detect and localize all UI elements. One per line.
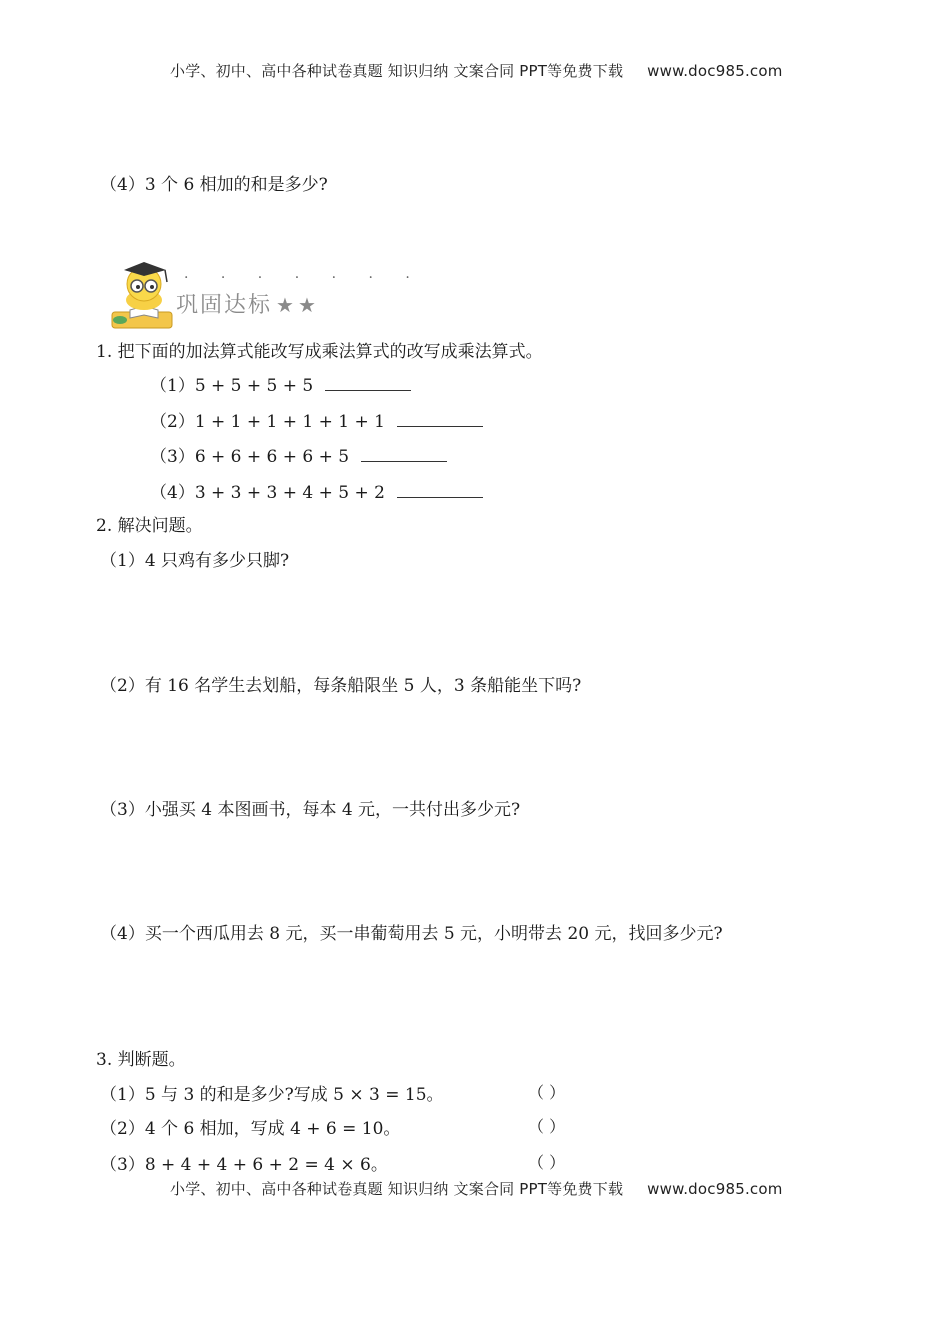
cartoon-student-mascot-icon [110, 260, 176, 332]
q1-item-3: （3）6 + 6 + 6 + 6 + 5 [150, 442, 447, 467]
q2-item-4: （4）买一个西瓜用去 8 元，买一串葡萄用去 5 元，小明带去 20 元，找回多少元? [100, 924, 723, 944]
q3-item-2: （2）4 个 6 相加，写成 4 + 6 = 10。 [100, 1119, 401, 1139]
judgement-answer-paren[interactable]: （ ） [528, 1117, 566, 1136]
footer-site-link[interactable]: www.doc985.com [647, 1180, 783, 1198]
answer-blank[interactable] [397, 412, 483, 427]
q1-title: 1. 把下面的加法算式能改写成乘法算式的改写成乘法算式。 [96, 342, 543, 362]
answer-blank[interactable] [361, 447, 447, 462]
q2-title: 2. 解决问题。 [96, 516, 203, 536]
q1-item-2: （2）1 + 1 + 1 + 1 + 1 + 1 [150, 407, 483, 432]
q3-item-1: （1）5 与 3 的和是多少?写成 5 × 3 = 15。 [100, 1085, 444, 1105]
header-site-link[interactable]: www.doc985.com [647, 62, 783, 80]
q2-item-2: （2）有 16 名学生去划船，每条船限坐 5 人，3 条船能坐下吗? [100, 676, 582, 696]
page-header [170, 60, 783, 81]
star-rating-icon: ★★ [276, 293, 320, 317]
section-dots: · · · · · · · [184, 270, 424, 286]
judgement-answer-paren[interactable]: （ ） [528, 1083, 566, 1102]
q2-item-1: （1）4 只鸡有多少只脚? [100, 551, 290, 571]
q2-item-3: （3）小强买 4 本图画书，每本 4 元，一共付出多少元? [100, 800, 521, 820]
section-title: 巩固达标 [176, 293, 273, 318]
q1-item-1: （1）5 + 5 + 5 + 5 [150, 371, 411, 396]
q1-item-4: （4）3 + 3 + 3 + 4 + 5 + 2 [150, 478, 483, 503]
footer-text: 小学、初中、高中各种试卷真题 知识归纳 文案合同 PPT等免费下载 [170, 1180, 624, 1198]
header-text: 小学、初中、高中各种试卷真题 知识归纳 文案合同 PPT等免费下载 [170, 62, 624, 80]
answer-blank[interactable] [397, 483, 483, 498]
section-title-row [176, 288, 320, 319]
q3-title: 3. 判断题。 [96, 1050, 186, 1070]
answer-blank[interactable] [325, 376, 411, 391]
judgement-answer-paren[interactable]: （ ） [528, 1153, 566, 1172]
q3-item-3: （3）8 + 4 + 4 + 6 + 2 = 4 × 6。 [100, 1155, 388, 1175]
section-badge [110, 258, 424, 334]
prev-question: （4）3 个 6 相加的和是多少? [100, 175, 328, 195]
page-footer [170, 1178, 783, 1199]
